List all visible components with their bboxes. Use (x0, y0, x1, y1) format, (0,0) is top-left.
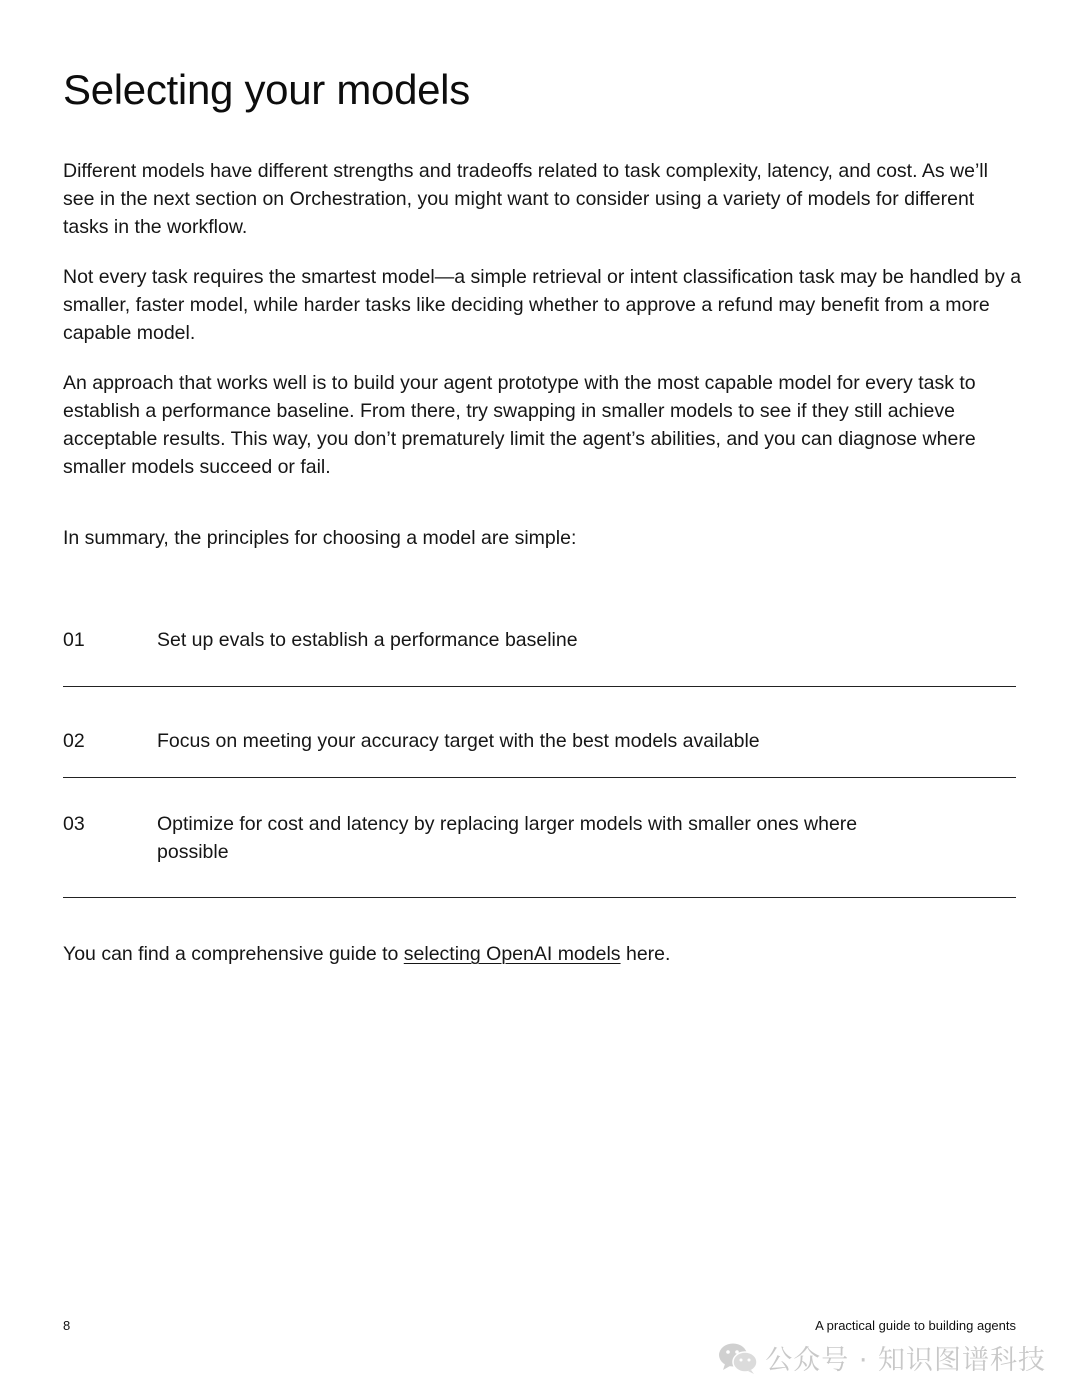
selecting-models-link[interactable]: selecting OpenAI models (403, 943, 621, 965)
paragraph-closing (63, 940, 1023, 968)
paragraph-model-tradeoffs: Different models have different strengths and tradeoffs related to task complexity, latency, and cost. As we’ll see in the next section on Orchestration, you might want to consider using a variety of models for different tasks in the workflow. (63, 160, 988, 238)
principle-number: 03 (63, 813, 85, 835)
page-title: Selecting your models (63, 66, 470, 113)
principle-row (63, 687, 1016, 778)
principle-number: 01 (63, 629, 85, 651)
principle-row (63, 596, 1016, 687)
paragraph-approach: An approach that works well is to build your agent prototype with the most capable model for every task to establish a performance baseline. From there, try swapping in smaller models to see if they still achieve acceptable results. This way, you don’t prematurely limit the agent’s abilities, and you can diagnose where smaller models succeed or fail. (63, 372, 976, 478)
principle-text: Optimize for cost and latency by replacing larger models with smaller ones where possible (157, 813, 858, 863)
wechat-icon (717, 1341, 759, 1375)
footer-doc-title: A practical guide to building agents (815, 1318, 1016, 1333)
paragraph-summary-intro: In summary, the principles for choosing a model are simple: (63, 527, 577, 549)
principle-text: Focus on meeting your accuracy target with the best models available (157, 730, 760, 752)
paragraph-task-requirements: Not every task requires the smartest model—a simple retrieval or intent classification task may be handled by a smaller, faster model, while harder tasks like deciding whether to approve a refund may benefit from a more capable model. (63, 266, 1022, 344)
footer-page-number: 8 (63, 1318, 71, 1333)
principle-number: 02 (63, 730, 85, 752)
principle-text: Set up evals to establish a performance baseline (157, 629, 578, 651)
closing-text-after: here. (620, 943, 671, 965)
principles-list (63, 596, 1016, 898)
closing-text-before: You can find a comprehensive guide to (63, 943, 404, 965)
watermark (717, 1338, 1046, 1377)
watermark-text: 公众号 · 知识图谱科技 (765, 1345, 1046, 1376)
principle-row (63, 778, 1016, 898)
